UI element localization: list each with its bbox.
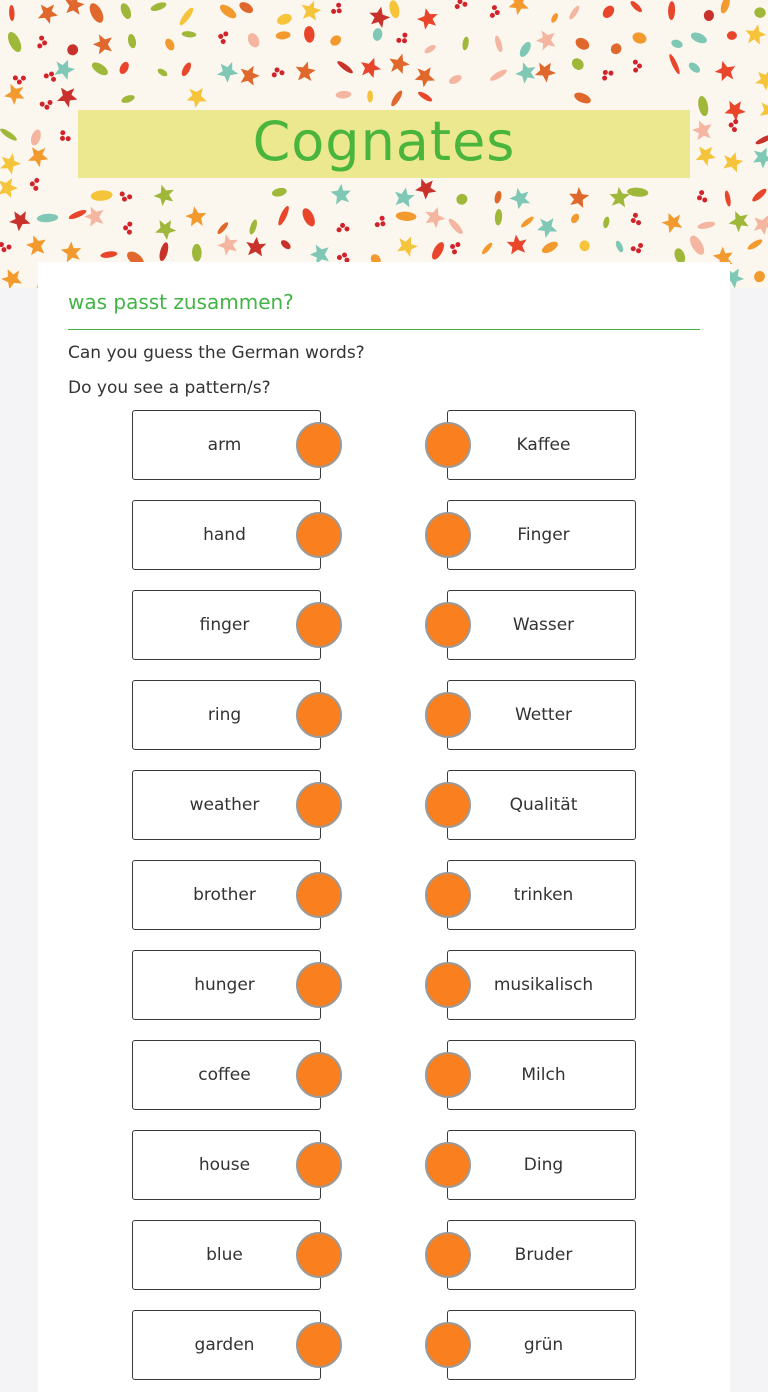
word-label: Milch: [521, 1065, 566, 1085]
right-connector-dot[interactable]: [425, 1322, 471, 1368]
right-word-card[interactable]: [447, 1220, 636, 1290]
word-label: house: [198, 1155, 251, 1175]
right-word-card[interactable]: [447, 1310, 636, 1380]
header-banner: [0, 0, 768, 288]
word-label: Wetter: [514, 705, 573, 725]
right-connector-dot[interactable]: [425, 1142, 471, 1188]
right-word-card[interactable]: [447, 1040, 636, 1110]
divider: [68, 329, 700, 330]
left-connector-dot[interactable]: [296, 512, 342, 558]
left-connector-dot[interactable]: [296, 1142, 342, 1188]
right-connector-dot[interactable]: [425, 692, 471, 738]
right-connector-dot[interactable]: [425, 602, 471, 648]
left-connector-dot[interactable]: [296, 602, 342, 648]
right-word-card[interactable]: [447, 950, 636, 1020]
word-label: arm: [207, 435, 242, 455]
left-word-card[interactable]: [132, 680, 321, 750]
left-word-card[interactable]: [132, 860, 321, 930]
left-word-card[interactable]: [132, 770, 321, 840]
left-word-card[interactable]: [132, 500, 321, 570]
word-label: finger: [199, 615, 250, 635]
left-connector-dot[interactable]: [296, 1322, 342, 1368]
title-banner: [78, 110, 690, 178]
word-label: ring: [207, 705, 242, 725]
word-label: Finger: [517, 525, 570, 545]
left-connector-dot[interactable]: [296, 422, 342, 468]
section-subtitle: was passt zusammen?: [68, 290, 294, 314]
word-label: hand: [203, 525, 246, 545]
word-label: coffee: [198, 1065, 251, 1085]
word-label: Kaffee: [516, 435, 571, 455]
left-connector-dot[interactable]: [296, 782, 342, 828]
right-connector-dot[interactable]: [425, 872, 471, 918]
right-word-card[interactable]: [447, 590, 636, 660]
left-word-card[interactable]: [132, 410, 321, 480]
word-label: Ding: [523, 1155, 564, 1175]
word-label: hunger: [194, 975, 255, 995]
instruction-1: Can you guess the German words?: [68, 343, 365, 363]
right-connector-dot[interactable]: [425, 1232, 471, 1278]
right-word-card[interactable]: [447, 860, 636, 930]
word-label: brother: [193, 885, 256, 905]
left-word-card[interactable]: [132, 1310, 321, 1380]
left-word-card[interactable]: [132, 1220, 321, 1290]
right-connector-dot[interactable]: [425, 962, 471, 1008]
word-label: blue: [206, 1245, 243, 1265]
left-word-card[interactable]: [132, 1130, 321, 1200]
word-label: Qualität: [509, 795, 578, 815]
left-connector-dot[interactable]: [296, 1052, 342, 1098]
left-connector-dot[interactable]: [296, 1232, 342, 1278]
right-word-card[interactable]: [447, 1130, 636, 1200]
word-label: Bruder: [514, 1245, 573, 1265]
word-label: musikalisch: [493, 975, 594, 995]
instruction-2: Do you see a pattern/s?: [68, 378, 271, 398]
right-word-card[interactable]: [447, 680, 636, 750]
right-connector-dot[interactable]: [425, 1052, 471, 1098]
worksheet: [38, 262, 730, 1392]
left-word-card[interactable]: [132, 1040, 321, 1110]
right-word-card[interactable]: [447, 500, 636, 570]
word-label: grün: [523, 1335, 564, 1355]
right-word-card[interactable]: [447, 410, 636, 480]
page-title: Cognates: [252, 110, 516, 173]
right-word-card[interactable]: [447, 770, 636, 840]
left-connector-dot[interactable]: [296, 872, 342, 918]
left-word-card[interactable]: [132, 590, 321, 660]
right-connector-dot[interactable]: [425, 512, 471, 558]
word-label: weather: [189, 795, 260, 815]
left-connector-dot[interactable]: [296, 962, 342, 1008]
word-label: garden: [194, 1335, 255, 1355]
left-connector-dot[interactable]: [296, 692, 342, 738]
word-label: trinken: [513, 885, 574, 905]
word-label: Wasser: [512, 615, 575, 635]
right-connector-dot[interactable]: [425, 422, 471, 468]
left-word-card[interactable]: [132, 950, 321, 1020]
right-connector-dot[interactable]: [425, 782, 471, 828]
